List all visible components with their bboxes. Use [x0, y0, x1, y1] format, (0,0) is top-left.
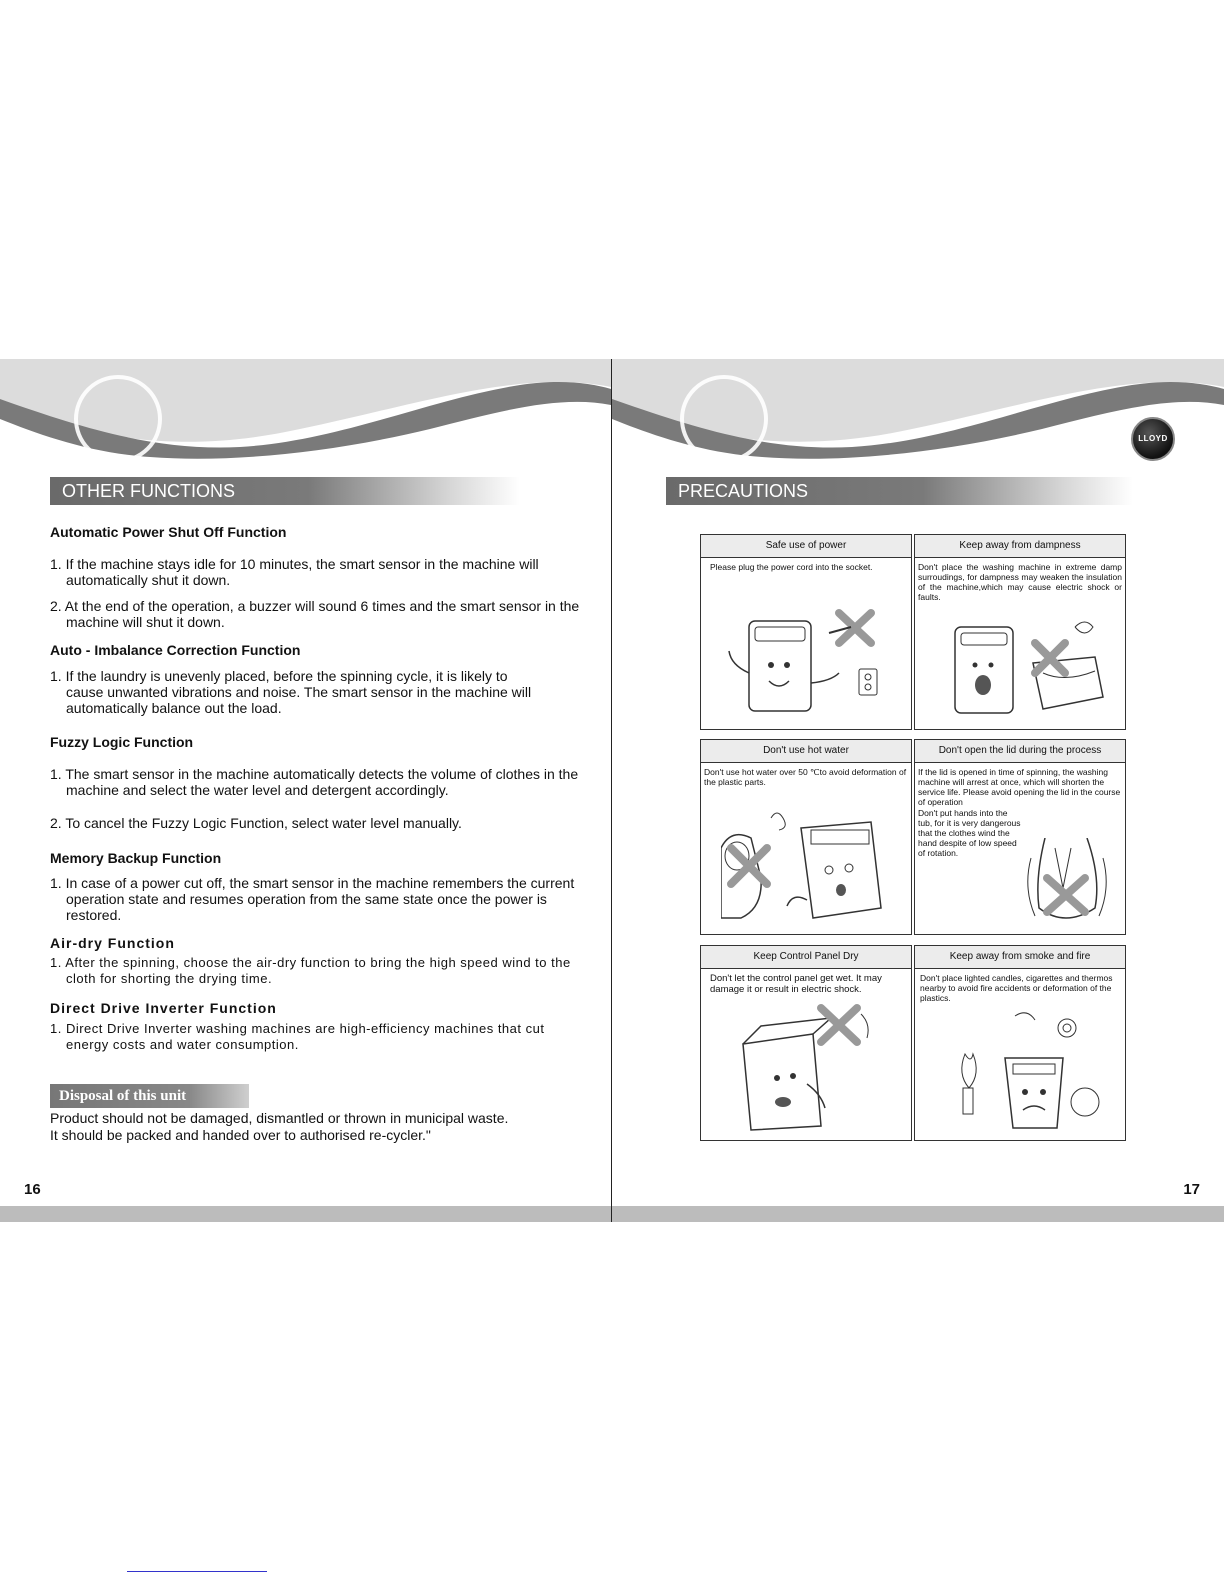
header-wave-graphic [612, 359, 1224, 469]
disposal-line: It should be packed and handed over to authorised re-cycler." [50, 1127, 431, 1143]
hot-water-kettle-illustration [721, 808, 896, 928]
function-item: 1. Direct Drive Inverter washing machines are high-efficiency machines that cut energy costs and water consumption. [50, 1021, 545, 1052]
smoke-fire-illustration [935, 1004, 1110, 1134]
precaution-title: Keep away from smoke and fire [915, 946, 1125, 969]
function-item: 1. If the machine stays idle for 10 minutes, the smart sensor in the machine will automatically shut it down. [50, 556, 539, 588]
precaution-box-dampness [914, 534, 1126, 730]
function-item: 1. In case of a power cut off, the smart sensor in the machine remembers the current operation state and resumes operation from the same state once the power is restored. [50, 875, 575, 923]
section-title-precautions: PRECAUTIONS [666, 477, 1133, 505]
precaution-box-control-panel [700, 945, 912, 1141]
function-item: 2. To cancel the Fuzzy Logic Function, select water level manually. [50, 815, 462, 831]
function-item: 1. The smart sensor in the machine automatically detects the volume of clothes in the machine and select the water level and detergent accordingly. [50, 766, 579, 798]
precaution-box-power [700, 534, 912, 730]
function-title: Direct Drive Inverter Function [50, 1000, 277, 1016]
precaution-text: If the lid is opened in time of spinning, the washing machine will arrest at once, which will shorten the service life. Please avoid opening the lid in the course of operation [918, 767, 1121, 807]
disposal-title: Disposal of this unit [50, 1084, 249, 1108]
function-title: Memory Backup Function [50, 850, 222, 866]
left-page [0, 359, 612, 1222]
precaution-box-smoke-fire [914, 945, 1126, 1141]
function-item: 2. At the end of the operation, a buzzer will sound 6 times and the smart sensor in the machine will shut it down. [50, 598, 580, 630]
function-item: 1. After the spinning, choose the air-dry function to bring the high speed wind to the cloth for shorting the drying time. [50, 955, 571, 986]
precaution-title: Safe use of power [701, 535, 911, 558]
precaution-title: Keep away from dampness [915, 535, 1125, 558]
section-title-other-functions: OTHER FUNCTIONS [50, 477, 520, 505]
function-item: 1. If the laundry is unevenly placed, before the spinning cycle, it is likely to cause unwanted vibrations and noise. The smart sensor in the machine will automatically balance out the load. [50, 668, 532, 716]
right-page [612, 359, 1224, 1222]
precaution-title: Keep Control Panel Dry [701, 946, 911, 969]
wet-control-panel-illustration [721, 1004, 896, 1134]
brand-logo: LLOYD [1131, 417, 1175, 461]
precaution-text: Don't place lighted candles, cigarettes and thermos nearby to avoid fire accidents or deformation of the plastics. [920, 973, 1113, 1003]
footer-bar [612, 1206, 1224, 1222]
precaution-title: Don't use hot water [701, 740, 911, 763]
precaution-title: Don't open the lid during the process [915, 740, 1125, 763]
washing-machine-water-illustration [935, 613, 1110, 723]
precaution-text-warning: Don't put hands into the tub, for it is very dangerous that the clothes wind the hand despite of low speed of rotation. [918, 808, 1021, 858]
function-title: Fuzzy Logic Function [50, 734, 194, 750]
precaution-text: Don't let the control panel get wet. It may damage it or result in electric shock. [710, 973, 882, 995]
precaution-box-lid [914, 739, 1126, 935]
page-number: 16 [24, 1181, 41, 1198]
disposal-line: Product should not be damaged, dismantled or thrown in municipal waste. [50, 1110, 509, 1126]
precaution-text: Don't use hot water over 50 ℃to avoid deformation of the plastic parts. [704, 767, 907, 787]
header-wave-graphic [0, 359, 611, 469]
function-title: Auto - Imbalance Correction Function [50, 642, 301, 658]
function-title: Air-dry Function [50, 935, 175, 951]
page-number: 17 [1183, 1181, 1200, 1198]
footer-bar [0, 1206, 611, 1222]
precaution-text: Please plug the power cord into the socket. [710, 562, 873, 572]
disposal-text [50, 1110, 508, 1144]
function-title: Automatic Power Shut Off Function [50, 524, 287, 540]
precaution-text: Don't place the washing machine in extreme damp surroudings, for dampness may weaken the insulation of the machine,which may cause electric shock or faults. [918, 562, 1122, 602]
washing-machine-plug-illustration [721, 603, 896, 723]
precaution-box-hot-water [700, 739, 912, 935]
underline-rule [127, 1571, 267, 1572]
hand-in-tub-illustration [935, 838, 1110, 928]
